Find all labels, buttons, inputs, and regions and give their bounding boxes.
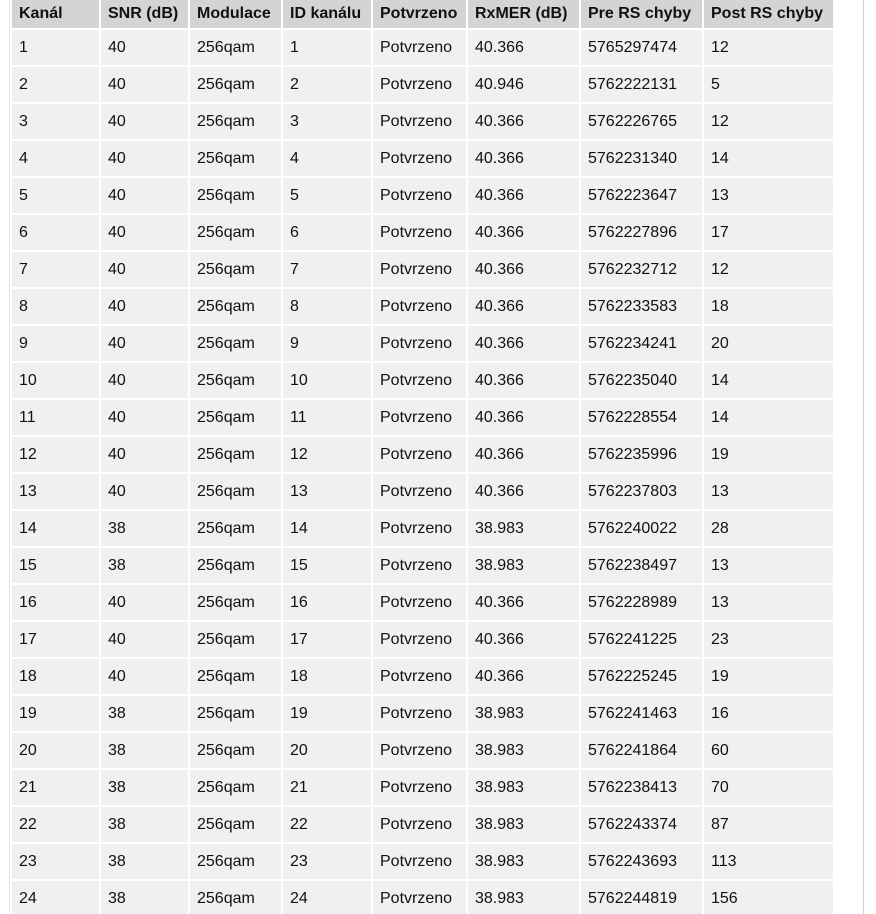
table-row (12, 141, 833, 176)
cell-rxmer: 40.366 (468, 363, 579, 398)
cell-locked: Potvrzeno (373, 548, 466, 583)
header-snr: SNR (dB) (101, 0, 188, 28)
table-row (12, 289, 833, 324)
cell-snr: 40 (101, 215, 188, 250)
left-border (0, 0, 10, 914)
cell-locked: Potvrzeno (373, 30, 466, 65)
divider (863, 0, 864, 914)
cell-channel-id: 18 (283, 659, 371, 694)
table-row (12, 30, 833, 65)
cell-post-rs-errors: 12 (704, 30, 833, 65)
cell-channel-id: 23 (283, 844, 371, 879)
cell-rxmer: 38.983 (468, 511, 579, 546)
cell-snr: 40 (101, 104, 188, 139)
cell-modulation: 256qam (190, 289, 281, 324)
cell-channel-id: 13 (283, 474, 371, 509)
cell-locked: Potvrzeno (373, 696, 466, 731)
cell-pre-rs-errors: 5762232712 (581, 252, 702, 287)
cell-pre-rs-errors: 5762226765 (581, 104, 702, 139)
table-row (12, 548, 833, 583)
table-row (12, 326, 833, 361)
cell-channel: 11 (12, 400, 99, 435)
table-row (12, 585, 833, 620)
cell-post-rs-errors: 12 (704, 104, 833, 139)
cell-locked: Potvrzeno (373, 400, 466, 435)
cell-modulation: 256qam (190, 807, 281, 842)
cell-post-rs-errors: 17 (704, 215, 833, 250)
cell-snr: 38 (101, 807, 188, 842)
cell-locked: Potvrzeno (373, 104, 466, 139)
cell-locked: Potvrzeno (373, 67, 466, 102)
cell-snr: 40 (101, 326, 188, 361)
cell-locked: Potvrzeno (373, 770, 466, 805)
cell-rxmer: 40.366 (468, 104, 579, 139)
right-margin (845, 0, 876, 914)
cell-pre-rs-errors: 5762243374 (581, 807, 702, 842)
cell-channel-id: 2 (283, 67, 371, 102)
cell-modulation: 256qam (190, 104, 281, 139)
cell-pre-rs-errors: 5762241864 (581, 733, 702, 768)
cell-snr: 40 (101, 178, 188, 213)
cell-modulation: 256qam (190, 30, 281, 65)
cell-post-rs-errors: 13 (704, 585, 833, 620)
cell-snr: 38 (101, 844, 188, 879)
cell-locked: Potvrzeno (373, 844, 466, 879)
cell-channel: 5 (12, 178, 99, 213)
header-channel-id: ID kanálu (283, 0, 371, 28)
cell-channel-id: 21 (283, 770, 371, 805)
table-row (12, 67, 833, 102)
cell-locked: Potvrzeno (373, 326, 466, 361)
cell-channel: 12 (12, 437, 99, 472)
cell-snr: 40 (101, 252, 188, 287)
cell-modulation: 256qam (190, 474, 281, 509)
cell-locked: Potvrzeno (373, 807, 466, 842)
cell-channel: 19 (12, 696, 99, 731)
cell-channel: 15 (12, 548, 99, 583)
table-row (12, 400, 833, 435)
cell-channel-id: 20 (283, 733, 371, 768)
cell-rxmer: 40.366 (468, 622, 579, 657)
header-rxmer: RxMER (dB) (468, 0, 579, 28)
cell-post-rs-errors: 12 (704, 252, 833, 287)
cell-rxmer: 40.366 (468, 437, 579, 472)
cell-snr: 40 (101, 400, 188, 435)
cell-post-rs-errors: 14 (704, 141, 833, 176)
cell-channel: 21 (12, 770, 99, 805)
cell-snr: 38 (101, 511, 188, 546)
cell-channel: 10 (12, 363, 99, 398)
cell-channel-id: 15 (283, 548, 371, 583)
cell-channel-id: 4 (283, 141, 371, 176)
cell-snr: 40 (101, 67, 188, 102)
cell-rxmer: 38.983 (468, 881, 579, 914)
cell-channel-id: 12 (283, 437, 371, 472)
cell-rxmer: 40.366 (468, 474, 579, 509)
cell-post-rs-errors: 19 (704, 437, 833, 472)
cell-rxmer: 38.983 (468, 733, 579, 768)
cell-rxmer: 40.366 (468, 141, 579, 176)
cell-channel: 8 (12, 289, 99, 324)
cell-rxmer: 40.366 (468, 659, 579, 694)
cell-channel: 14 (12, 511, 99, 546)
cell-locked: Potvrzeno (373, 585, 466, 620)
cell-channel: 23 (12, 844, 99, 879)
cell-post-rs-errors: 5 (704, 67, 833, 102)
cell-post-rs-errors: 14 (704, 400, 833, 435)
cell-channel-id: 16 (283, 585, 371, 620)
cell-channel-id: 9 (283, 326, 371, 361)
cell-channel: 24 (12, 881, 99, 914)
cell-pre-rs-errors: 5762244819 (581, 881, 702, 914)
cell-channel: 16 (12, 585, 99, 620)
cell-channel-id: 24 (283, 881, 371, 914)
table-row (12, 881, 833, 914)
cell-post-rs-errors: 19 (704, 659, 833, 694)
cell-snr: 40 (101, 141, 188, 176)
cell-pre-rs-errors: 5762238497 (581, 548, 702, 583)
cell-locked: Potvrzeno (373, 474, 466, 509)
cell-channel: 7 (12, 252, 99, 287)
cell-post-rs-errors: 28 (704, 511, 833, 546)
table-row (12, 696, 833, 731)
cell-rxmer: 38.983 (468, 844, 579, 879)
cell-post-rs-errors: 16 (704, 696, 833, 731)
cell-pre-rs-errors: 5762228554 (581, 400, 702, 435)
cell-post-rs-errors: 23 (704, 622, 833, 657)
cell-rxmer: 38.983 (468, 548, 579, 583)
cell-modulation: 256qam (190, 141, 281, 176)
cell-locked: Potvrzeno (373, 363, 466, 398)
cell-post-rs-errors: 13 (704, 548, 833, 583)
cell-rxmer: 40.366 (468, 215, 579, 250)
cell-pre-rs-errors: 5762227896 (581, 215, 702, 250)
cell-snr: 38 (101, 696, 188, 731)
cell-pre-rs-errors: 5762233583 (581, 289, 702, 324)
cell-pre-rs-errors: 5762241225 (581, 622, 702, 657)
cell-post-rs-errors: 13 (704, 178, 833, 213)
cell-channel-id: 22 (283, 807, 371, 842)
cell-rxmer: 40.366 (468, 30, 579, 65)
cell-rxmer: 40.366 (468, 585, 579, 620)
cell-modulation: 256qam (190, 548, 281, 583)
cell-locked: Potvrzeno (373, 511, 466, 546)
cell-locked: Potvrzeno (373, 733, 466, 768)
table-row (12, 659, 833, 694)
cell-post-rs-errors: 113 (704, 844, 833, 879)
cell-modulation: 256qam (190, 881, 281, 914)
cell-modulation: 256qam (190, 770, 281, 805)
cell-channel: 22 (12, 807, 99, 842)
cell-modulation: 256qam (190, 437, 281, 472)
header-channel: Kanál (12, 0, 99, 28)
cell-modulation: 256qam (190, 696, 281, 731)
cell-channel-id: 19 (283, 696, 371, 731)
cell-post-rs-errors: 14 (704, 363, 833, 398)
table-body (12, 30, 833, 914)
table-row (12, 437, 833, 472)
cell-snr: 38 (101, 881, 188, 914)
table-row (12, 474, 833, 509)
cell-channel-id: 10 (283, 363, 371, 398)
table-header-row (12, 0, 833, 28)
cell-rxmer: 40.366 (468, 400, 579, 435)
cell-pre-rs-errors: 5762237803 (581, 474, 702, 509)
cell-post-rs-errors: 60 (704, 733, 833, 768)
cell-snr: 40 (101, 363, 188, 398)
cell-modulation: 256qam (190, 400, 281, 435)
cell-channel-id: 8 (283, 289, 371, 324)
cell-modulation: 256qam (190, 659, 281, 694)
header-locked: Potvrzeno (373, 0, 466, 28)
cell-locked: Potvrzeno (373, 289, 466, 324)
cell-pre-rs-errors: 5762241463 (581, 696, 702, 731)
cell-post-rs-errors: 18 (704, 289, 833, 324)
header-modulation: Modulace (190, 0, 281, 28)
table-row (12, 733, 833, 768)
cell-pre-rs-errors: 5762235040 (581, 363, 702, 398)
table-row (12, 844, 833, 879)
table-row (12, 178, 833, 213)
cell-modulation: 256qam (190, 511, 281, 546)
cell-channel: 17 (12, 622, 99, 657)
cell-modulation: 256qam (190, 363, 281, 398)
cell-channel: 3 (12, 104, 99, 139)
cell-locked: Potvrzeno (373, 178, 466, 213)
cell-modulation: 256qam (190, 178, 281, 213)
table-row (12, 104, 833, 139)
cell-snr: 40 (101, 659, 188, 694)
cell-locked: Potvrzeno (373, 141, 466, 176)
cell-rxmer: 38.983 (468, 807, 579, 842)
cell-modulation: 256qam (190, 622, 281, 657)
cell-channel-id: 5 (283, 178, 371, 213)
table-row (12, 770, 833, 805)
cell-locked: Potvrzeno (373, 437, 466, 472)
cell-pre-rs-errors: 5765297474 (581, 30, 702, 65)
header-pre-rs-errors: Pre RS chyby (581, 0, 702, 28)
cell-channel-id: 17 (283, 622, 371, 657)
cell-locked: Potvrzeno (373, 252, 466, 287)
cell-channel: 20 (12, 733, 99, 768)
cell-post-rs-errors: 13 (704, 474, 833, 509)
cell-post-rs-errors: 70 (704, 770, 833, 805)
cell-channel-id: 3 (283, 104, 371, 139)
cell-pre-rs-errors: 5762223647 (581, 178, 702, 213)
cell-rxmer: 40.366 (468, 178, 579, 213)
cell-locked: Potvrzeno (373, 215, 466, 250)
cell-snr: 40 (101, 622, 188, 657)
cell-snr: 38 (101, 770, 188, 805)
cell-snr: 38 (101, 733, 188, 768)
cell-modulation: 256qam (190, 585, 281, 620)
cell-rxmer: 40.366 (468, 289, 579, 324)
cell-pre-rs-errors: 5762238413 (581, 770, 702, 805)
cell-channel-id: 6 (283, 215, 371, 250)
cell-rxmer: 38.983 (468, 770, 579, 805)
cell-post-rs-errors: 156 (704, 881, 833, 914)
cell-modulation: 256qam (190, 733, 281, 768)
cell-pre-rs-errors: 5762240022 (581, 511, 702, 546)
cell-snr: 40 (101, 289, 188, 324)
cell-channel: 13 (12, 474, 99, 509)
cell-pre-rs-errors: 5762231340 (581, 141, 702, 176)
table-row (12, 807, 833, 842)
table-row (12, 363, 833, 398)
cell-post-rs-errors: 20 (704, 326, 833, 361)
cell-channel: 2 (12, 67, 99, 102)
cell-channel-id: 7 (283, 252, 371, 287)
cell-rxmer: 40.366 (468, 252, 579, 287)
header-post-rs-errors: Post RS chyby (704, 0, 833, 28)
cell-channel-id: 1 (283, 30, 371, 65)
cell-channel-id: 14 (283, 511, 371, 546)
cell-rxmer: 40.366 (468, 326, 579, 361)
cell-snr: 40 (101, 585, 188, 620)
cell-pre-rs-errors: 5762243693 (581, 844, 702, 879)
cell-pre-rs-errors: 5762234241 (581, 326, 702, 361)
cell-modulation: 256qam (190, 844, 281, 879)
table-row (12, 622, 833, 657)
cell-rxmer: 40.946 (468, 67, 579, 102)
cell-post-rs-errors: 87 (704, 807, 833, 842)
cell-snr: 40 (101, 30, 188, 65)
cell-channel: 4 (12, 141, 99, 176)
cell-rxmer: 38.983 (468, 696, 579, 731)
cell-channel: 1 (12, 30, 99, 65)
cell-modulation: 256qam (190, 252, 281, 287)
table-row (12, 511, 833, 546)
table-row (12, 215, 833, 250)
cell-pre-rs-errors: 5762235996 (581, 437, 702, 472)
cell-snr: 38 (101, 548, 188, 583)
cell-channel: 9 (12, 326, 99, 361)
cell-snr: 40 (101, 437, 188, 472)
table-row (12, 252, 833, 287)
cell-pre-rs-errors: 5762228989 (581, 585, 702, 620)
cell-channel: 18 (12, 659, 99, 694)
cell-modulation: 256qam (190, 326, 281, 361)
cell-locked: Potvrzeno (373, 622, 466, 657)
downstream-channel-table (10, 0, 835, 914)
cell-locked: Potvrzeno (373, 659, 466, 694)
cell-pre-rs-errors: 5762222131 (581, 67, 702, 102)
cell-channel: 6 (12, 215, 99, 250)
cell-pre-rs-errors: 5762225245 (581, 659, 702, 694)
cell-channel-id: 11 (283, 400, 371, 435)
cell-modulation: 256qam (190, 67, 281, 102)
cell-snr: 40 (101, 474, 188, 509)
cell-modulation: 256qam (190, 215, 281, 250)
cell-locked: Potvrzeno (373, 881, 466, 914)
